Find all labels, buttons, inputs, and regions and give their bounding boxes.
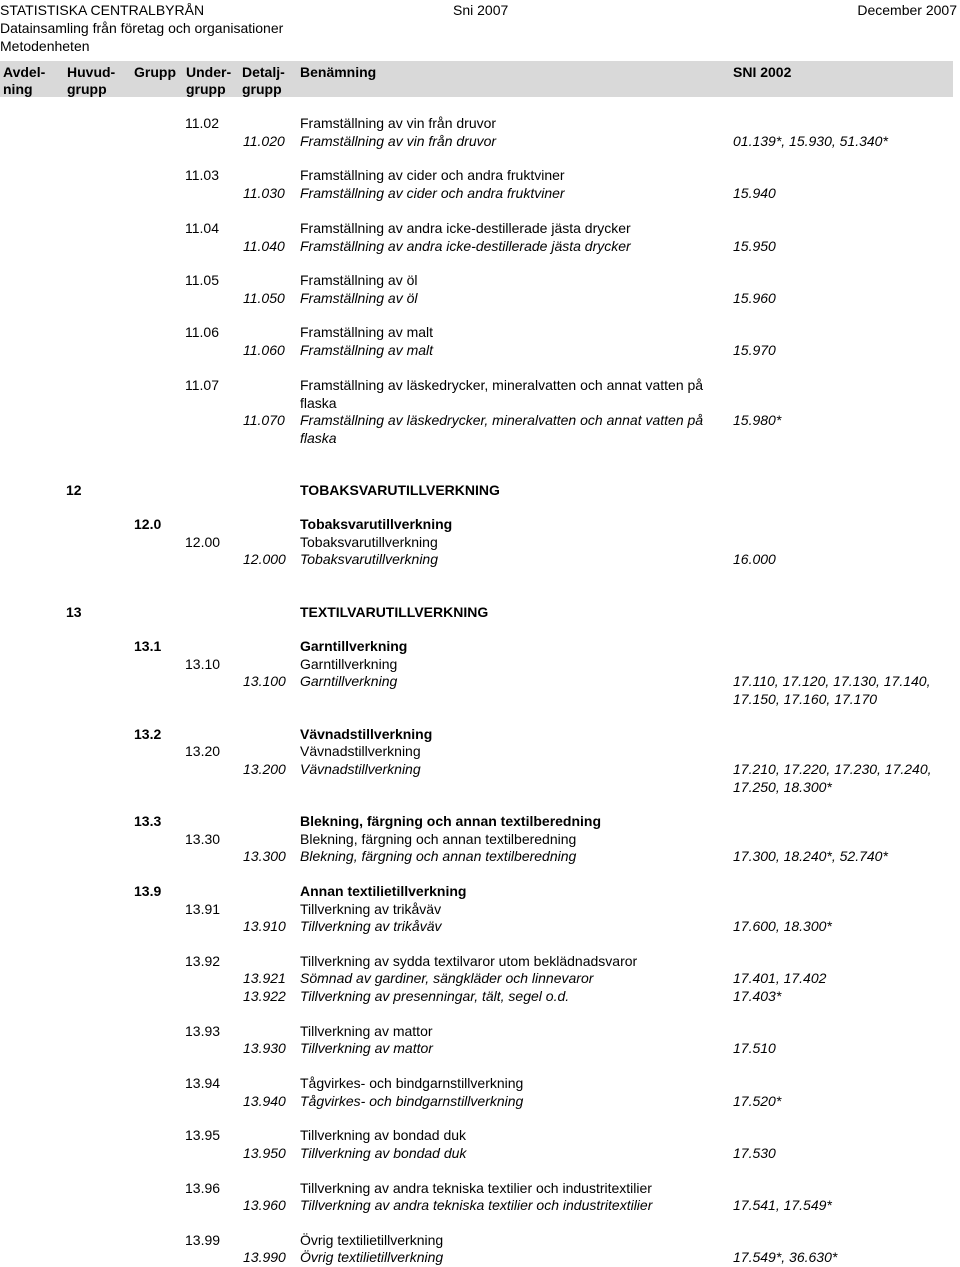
benamning: Garntillverkning bbox=[300, 673, 398, 689]
code: 13.921 bbox=[243, 970, 286, 986]
benamning: Övrig textilietillverkning bbox=[300, 1232, 444, 1248]
code: 11.05 bbox=[185, 272, 219, 288]
code: 11.020 bbox=[243, 133, 285, 149]
code: 13.10 bbox=[185, 656, 221, 672]
sni-2002-code: 17.541, 17.549* bbox=[733, 1197, 832, 1213]
code: 11.07 bbox=[185, 377, 219, 393]
code: 11.070 bbox=[243, 412, 285, 428]
department-name: Datainsamling från företag och organisationer bbox=[0, 20, 284, 36]
code: 13.922 bbox=[243, 988, 286, 1004]
benamning: Framställning av öl bbox=[300, 290, 418, 306]
date-label: December 2007 bbox=[857, 2, 957, 18]
benamning: Tillverkning av trikåväv bbox=[300, 918, 442, 934]
code: 13.9 bbox=[134, 883, 162, 899]
code: 12.00 bbox=[185, 534, 221, 550]
code: 11.040 bbox=[243, 238, 285, 254]
code: 13.96 bbox=[185, 1180, 221, 1196]
benamning: Tågvirkes- och bindgarnstillverkning bbox=[300, 1075, 524, 1091]
code: 13.20 bbox=[185, 743, 221, 759]
col-undergrupp: Under- grupp bbox=[186, 64, 232, 97]
benamning: Vävnadstillverkning bbox=[300, 743, 421, 759]
benamning: Tillverkning av mattor bbox=[300, 1023, 433, 1039]
benamning: Tillverkning av mattor bbox=[300, 1040, 433, 1056]
benamning: Blekning, färgning och annan textilberedning bbox=[300, 848, 577, 864]
code: 13.93 bbox=[185, 1023, 221, 1039]
benamning: Framställning av vin från druvor bbox=[300, 115, 497, 131]
sni-2002-code: 17.403* bbox=[733, 988, 782, 1004]
benamning: Tillverkning av trikåväv bbox=[300, 901, 442, 917]
sni-2002-code: 17.600, 18.300* bbox=[733, 918, 832, 934]
code: 13.2 bbox=[134, 726, 162, 742]
sni-2002-code: 17.300, 18.240*, 52.740* bbox=[733, 848, 888, 864]
benamning: Garntillverkning bbox=[300, 638, 408, 654]
code: 13.30 bbox=[185, 831, 221, 847]
code: 13.94 bbox=[185, 1075, 221, 1091]
benamning: Tillverkning av bondad duk bbox=[300, 1127, 467, 1143]
code: 11.04 bbox=[185, 220, 219, 236]
benamning: TEXTILVARUTILLVERKNING bbox=[300, 604, 489, 620]
benamning: Tillverkning av andra tekniska textilier och industritextilier bbox=[300, 1180, 652, 1196]
benamning: Tillverkning av sydda textilvaror utom beklädnadsvaror bbox=[300, 953, 638, 969]
benamning: Framställning av läskedrycker, mineralvatten och annat vatten på flaska bbox=[300, 412, 704, 446]
benamning: Sömnad av gardiner, sängkläder och linnevaror bbox=[300, 970, 594, 986]
benamning: Tågvirkes- och bindgarnstillverkning bbox=[300, 1093, 524, 1109]
code: 11.060 bbox=[243, 342, 285, 358]
benamning: TOBAKSVARUTILLVERKNING bbox=[300, 482, 500, 498]
sni-2002-code: 17.510 bbox=[733, 1040, 776, 1056]
benamning: Vävnadstillverkning bbox=[300, 726, 433, 742]
sni-2002-code: 15.970 bbox=[733, 342, 776, 358]
sni-2002-code: 17.401, 17.402 bbox=[733, 970, 827, 986]
code: 13.3 bbox=[134, 813, 162, 829]
code: 12.0 bbox=[134, 516, 162, 532]
benamning: Framställning av andra icke-destillerade jästa drycker bbox=[300, 238, 631, 254]
code: 11.050 bbox=[243, 290, 285, 306]
unit-name: Metodenheten bbox=[0, 38, 90, 54]
col-benamning: Benämning bbox=[300, 64, 377, 80]
sni-2002-code: 16.000 bbox=[733, 551, 776, 567]
benamning: Blekning, färgning och annan textilberedning bbox=[300, 831, 577, 847]
benamning: Tobaksvarutillverkning bbox=[300, 534, 438, 550]
code: 13 bbox=[66, 604, 82, 620]
code: 13.940 bbox=[243, 1093, 286, 1109]
sni-2002-code: 17.549*, 36.630* bbox=[733, 1249, 838, 1265]
code: 13.300 bbox=[243, 848, 286, 864]
code: 13.930 bbox=[243, 1040, 286, 1056]
code: 13.200 bbox=[243, 761, 286, 777]
sni-2002-code: 01.139*, 15.930, 51.340* bbox=[733, 133, 888, 149]
sni-2002-code: 17.110, 17.120, 17.130, 17.140, 17.150, 17.160, 17.170 bbox=[733, 673, 931, 707]
code: 13.99 bbox=[185, 1232, 221, 1248]
benamning: Framställning av cider och andra fruktviner bbox=[300, 167, 565, 183]
code: 13.910 bbox=[243, 918, 286, 934]
benamning: Framställning av öl bbox=[300, 272, 418, 288]
code: 13.950 bbox=[243, 1145, 286, 1161]
benamning: Framställning av andra icke-destillerade jästa drycker bbox=[300, 220, 631, 236]
col-sni2002: SNI 2002 bbox=[733, 64, 792, 80]
code: 13.960 bbox=[243, 1197, 286, 1213]
code: 13.95 bbox=[185, 1127, 221, 1143]
org-name: STATISTISKA CENTRALBYRÅN bbox=[0, 2, 205, 18]
benamning: Framställning av malt bbox=[300, 324, 434, 340]
benamning: Framställning av malt bbox=[300, 342, 434, 358]
benamning: Annan textilietillverkning bbox=[300, 883, 467, 899]
code: 13.100 bbox=[243, 673, 286, 689]
sni-2002-code: 15.960 bbox=[733, 290, 776, 306]
sni-2002-code: 17.530 bbox=[733, 1145, 776, 1161]
benamning: Tobaksvarutillverkning bbox=[300, 516, 453, 532]
benamning: Tillverkning av bondad duk bbox=[300, 1145, 467, 1161]
col-avdelning: Avdel- ning bbox=[3, 64, 46, 97]
benamning: Framställning av cider och andra fruktviner bbox=[300, 185, 565, 201]
benamning: Övrig textilietillverkning bbox=[300, 1249, 444, 1265]
benamning: Framställning av läskedrycker, mineralvatten och annat vatten på flaska bbox=[300, 377, 704, 411]
benamning: Tillverkning av presenningar, tält, segel o.d. bbox=[300, 988, 570, 1004]
code: 13.91 bbox=[185, 901, 221, 917]
version-label: Sni 2007 bbox=[453, 2, 509, 18]
code: 13.1 bbox=[134, 638, 162, 654]
benamning: Framställning av vin från druvor bbox=[300, 133, 497, 149]
benamning: Garntillverkning bbox=[300, 656, 398, 672]
sni-2002-code: 15.950 bbox=[733, 238, 776, 254]
sni-2002-code: 17.520* bbox=[733, 1093, 782, 1109]
benamning: Vävnadstillverkning bbox=[300, 761, 421, 777]
col-huvudgrupp: Huvud- grupp bbox=[67, 64, 116, 97]
code: 11.03 bbox=[185, 167, 219, 183]
sni-2002-code: 15.980* bbox=[733, 412, 782, 428]
col-grupp: Grupp bbox=[134, 64, 176, 80]
benamning: Tillverkning av andra tekniska textilier och industritextilier bbox=[300, 1197, 653, 1213]
sni-2002-code: 15.940 bbox=[733, 185, 776, 201]
code: 11.06 bbox=[185, 324, 219, 340]
code: 13.92 bbox=[185, 953, 221, 969]
code: 12.000 bbox=[243, 551, 286, 567]
code: 13.990 bbox=[243, 1249, 286, 1265]
benamning: Tobaksvarutillverkning bbox=[300, 551, 438, 567]
code: 12 bbox=[66, 482, 82, 498]
code: 11.02 bbox=[185, 115, 219, 131]
code: 11.030 bbox=[243, 185, 285, 201]
sni-2002-code: 17.210, 17.220, 17.230, 17.240, 17.250, 18.300* bbox=[733, 761, 932, 795]
benamning: Blekning, färgning och annan textilberedning bbox=[300, 813, 602, 829]
col-detaljgrupp: Detalj- grupp bbox=[242, 64, 285, 97]
